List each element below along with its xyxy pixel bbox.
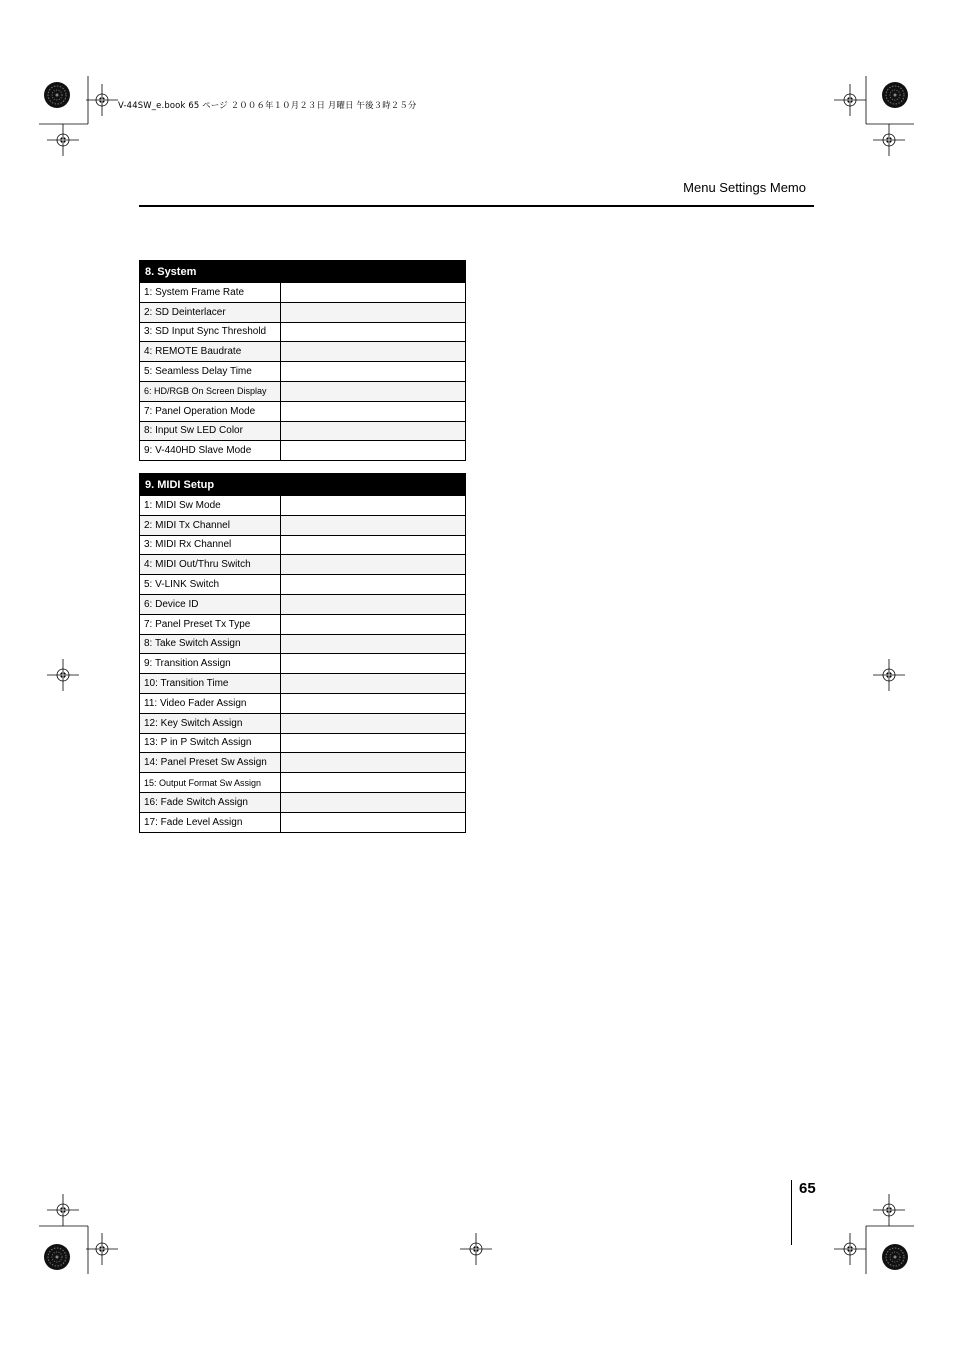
system-row-value [281, 342, 466, 362]
system-row-label: 6: HD/RGB On Screen Display [140, 381, 281, 401]
midi-row-label: 15: Output Format Sw Assign [140, 773, 281, 793]
system-row-value [281, 421, 466, 441]
system-row-label: 1: System Frame Rate [140, 283, 281, 303]
page-number: 65 [799, 1180, 816, 1197]
system-row-value [281, 283, 466, 303]
midi-row-label: 9: Transition Assign [140, 654, 281, 674]
midi-row-label: 14: Panel Preset Sw Assign [140, 753, 281, 773]
system-row-label: 7: Panel Operation Mode [140, 401, 281, 421]
midi-row-label: 1: MIDI Sw Mode [140, 496, 281, 516]
file-header: V-44SW_e.book 65 ページ ２００６年１０月２３日 月曜日 午後３時２５分 [118, 100, 417, 110]
midi-row-value [281, 535, 466, 555]
midi-setup-table [139, 473, 466, 833]
midi-row-value [281, 515, 466, 535]
midi-row-value [281, 555, 466, 575]
system-row-value [281, 441, 466, 461]
midi-row-value [281, 575, 466, 595]
midi-row-label: 8: Take Switch Assign [140, 634, 281, 654]
midi-row-value [281, 693, 466, 713]
midi-row-value [281, 496, 466, 516]
midi-row-value [281, 792, 466, 812]
system-row-value [281, 381, 466, 401]
midi-table-title: 9. MIDI Setup [140, 474, 466, 496]
midi-row-value [281, 654, 466, 674]
system-row-value [281, 401, 466, 421]
midi-row-label: 7: Panel Preset Tx Type [140, 614, 281, 634]
midi-row-value [281, 773, 466, 793]
midi-row-label: 4: MIDI Out/Thru Switch [140, 555, 281, 575]
midi-row-value [281, 753, 466, 773]
midi-row-value [281, 812, 466, 832]
midi-row-label: 5: V-LINK Switch [140, 575, 281, 595]
midi-row-label: 16: Fade Switch Assign [140, 792, 281, 812]
system-table-title: 8. System [140, 261, 466, 283]
system-row-label: 2: SD Deinterlacer [140, 302, 281, 322]
midi-row-label: 2: MIDI Tx Channel [140, 515, 281, 535]
system-row-label: 9: V-440HD Slave Mode [140, 441, 281, 461]
system-row-value [281, 322, 466, 342]
midi-row-value [281, 634, 466, 654]
midi-row-label: 11: Video Fader Assign [140, 693, 281, 713]
system-row-label: 4: REMOTE Baudrate [140, 342, 281, 362]
system-settings-table [139, 260, 466, 461]
header-rule [139, 205, 814, 207]
system-row-label: 3: SD Input Sync Threshold [140, 322, 281, 342]
midi-row-value [281, 713, 466, 733]
system-row-label: 8: Input Sw LED Color [140, 421, 281, 441]
system-row-value [281, 362, 466, 382]
page-title: Menu Settings Memo [683, 180, 806, 195]
midi-row-value [281, 733, 466, 753]
page-number-rule [791, 1180, 792, 1245]
midi-row-value [281, 674, 466, 694]
midi-row-label: 13: P in P Switch Assign [140, 733, 281, 753]
midi-row-value [281, 594, 466, 614]
system-row-label: 5: Seamless Delay Time [140, 362, 281, 382]
midi-row-label: 6: Device ID [140, 594, 281, 614]
midi-row-label: 12: Key Switch Assign [140, 713, 281, 733]
system-row-value [281, 302, 466, 322]
midi-row-value [281, 614, 466, 634]
midi-row-label: 3: MIDI Rx Channel [140, 535, 281, 555]
midi-row-label: 10: Transition Time [140, 674, 281, 694]
midi-row-label: 17: Fade Level Assign [140, 812, 281, 832]
